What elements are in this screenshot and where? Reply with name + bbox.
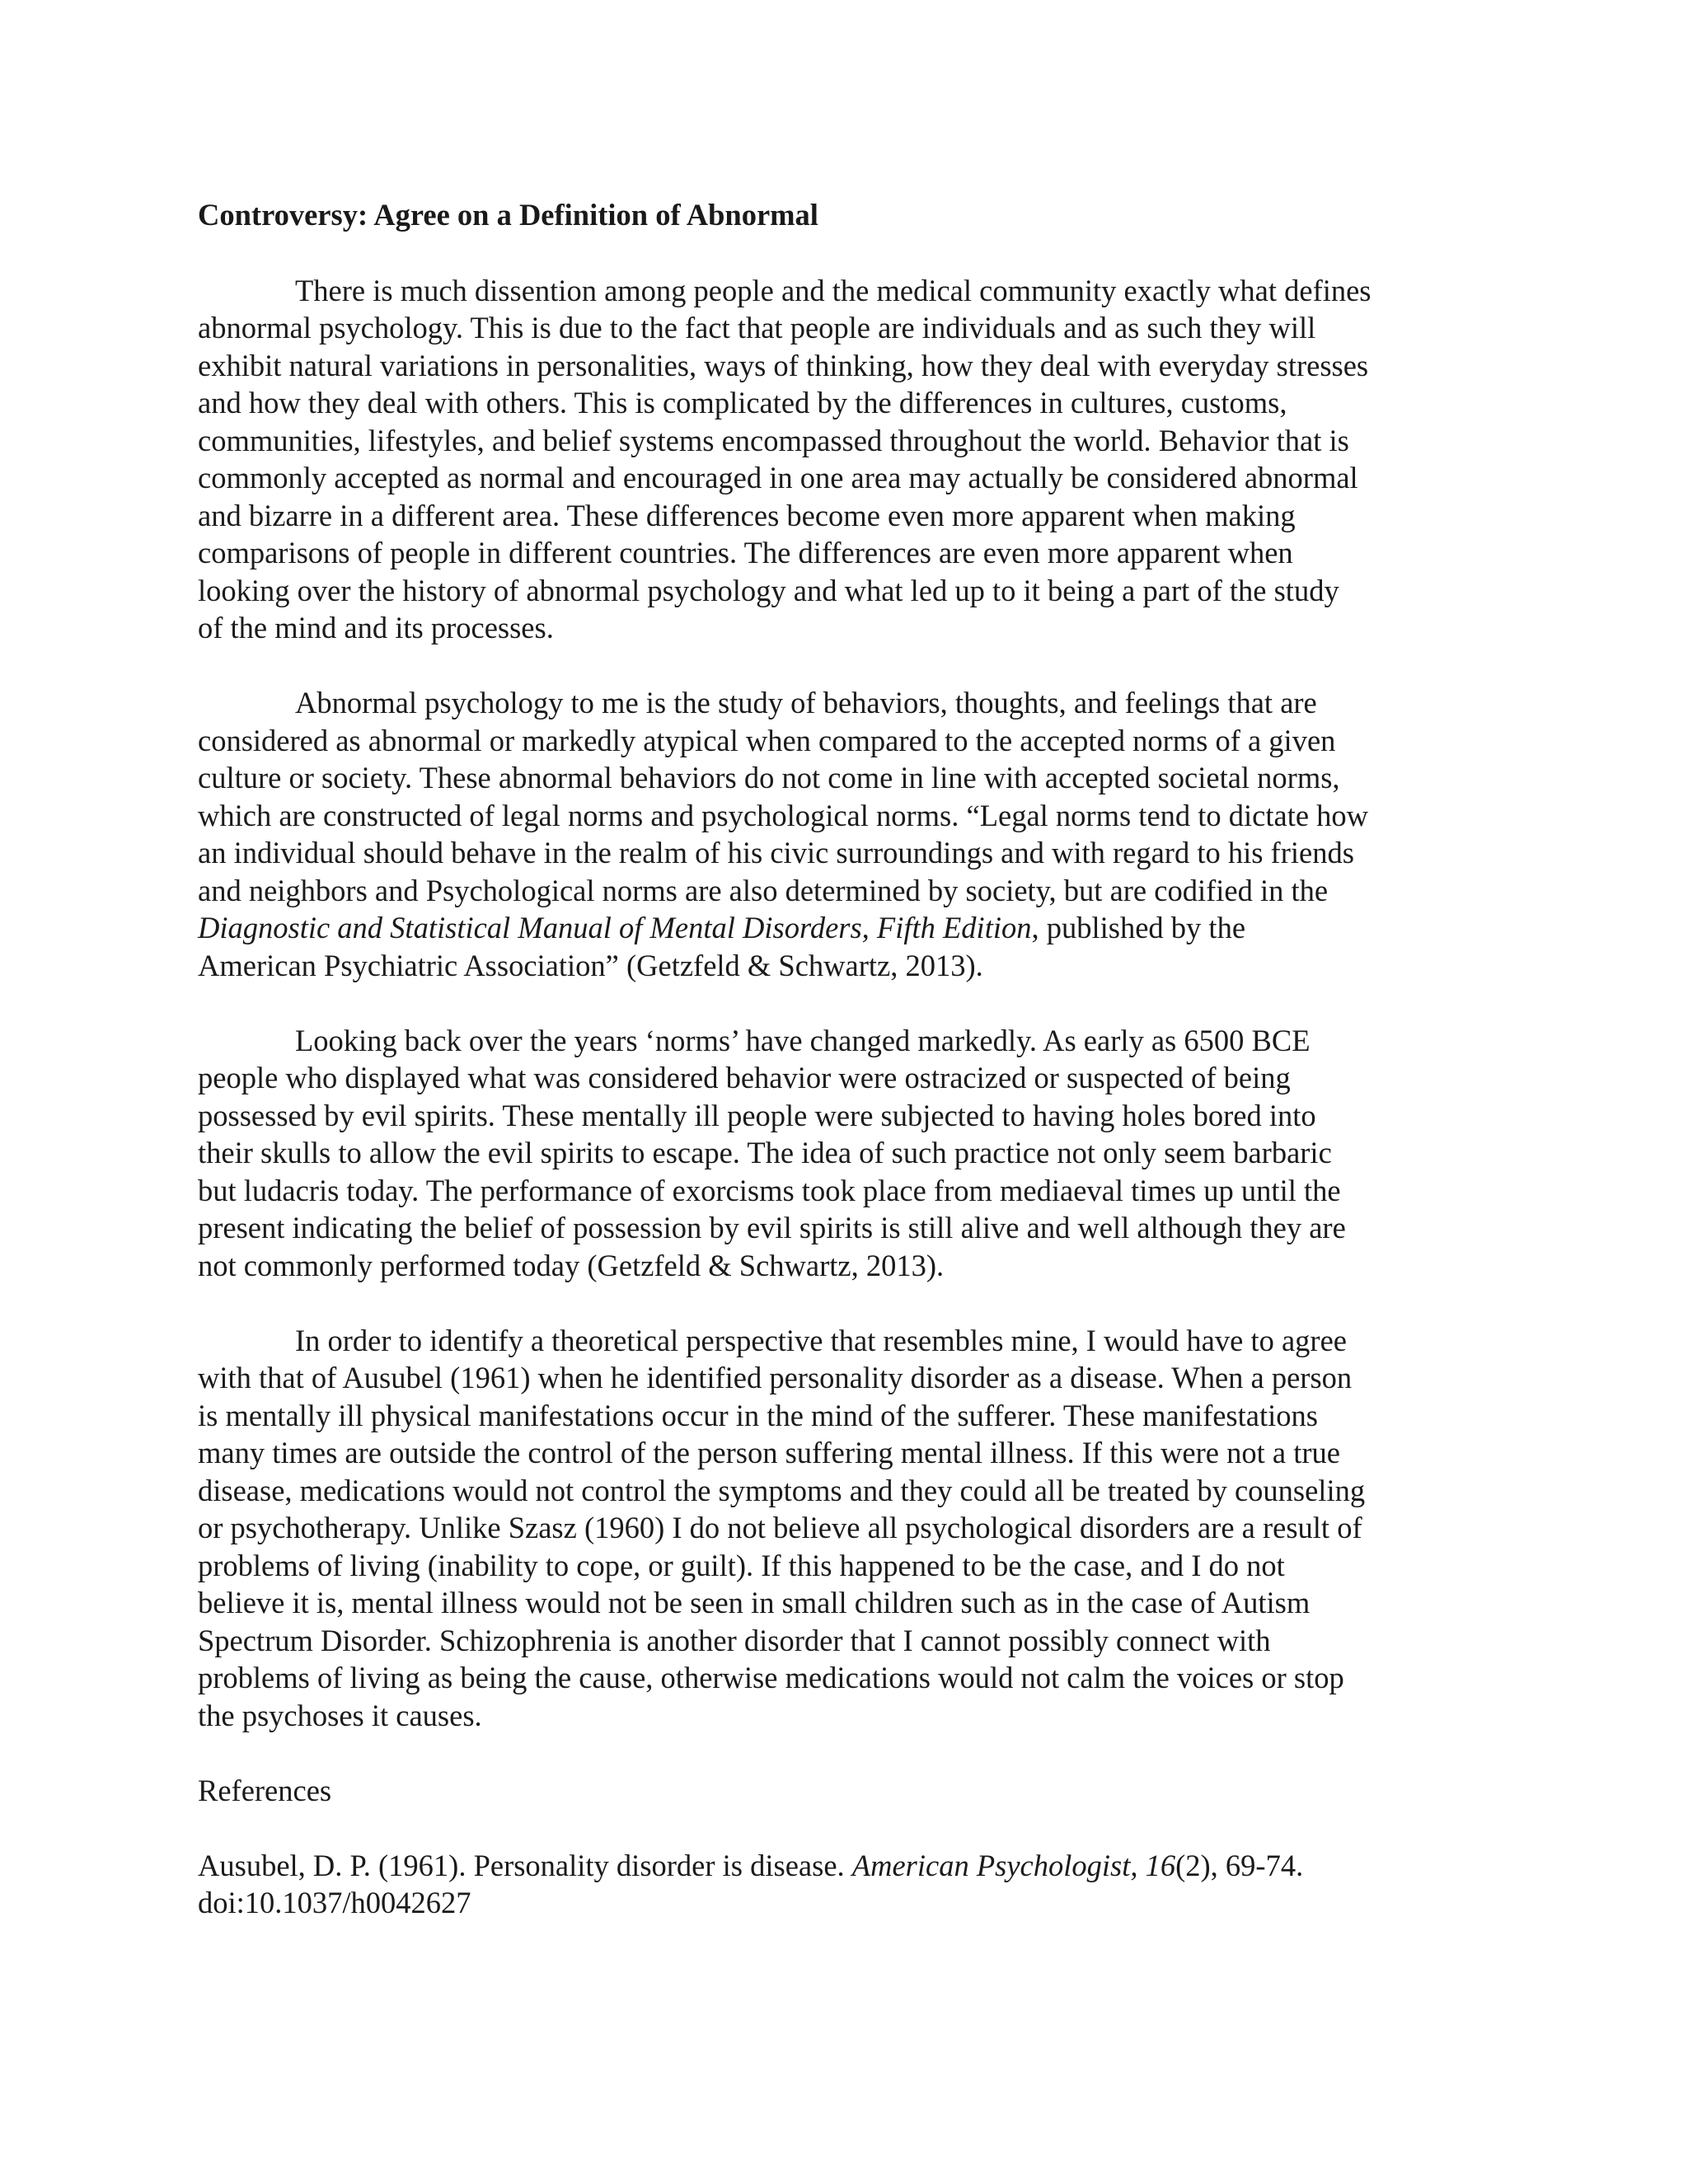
- paragraph-line: commonly accepted as normal and encouraged in one area may actually be considered abnormal: [198, 461, 1358, 494]
- manual-title-italic: Diagnostic and Statistical Manual of Mental Disorders, Fifth Edition: [198, 911, 1032, 944]
- paragraph-line: an individual should behave in the realm of his civic surroundings and with regard to his friends: [198, 836, 1354, 869]
- paragraph-line: possessed by evil spirits. These mentally ill people were subjected to having holes bored into: [198, 1098, 1316, 1132]
- paragraph-line: of the mind and its processes.: [198, 611, 554, 644]
- reference-author-title: Ausubel, D. P. (1961). Personality disorder is disease.: [198, 1848, 852, 1882]
- paragraph-line: the psychoses it causes.: [198, 1698, 482, 1732]
- paragraph-1: [198, 272, 1475, 647]
- paragraph-line: communities, lifestyles, and belief systems encompassed throughout the world. Behavior that is: [198, 423, 1349, 457]
- references-heading: References: [198, 1773, 332, 1807]
- paragraph-line: their skulls to allow the evil spirits to escape. The idea of such practice not only seem barbaric: [198, 1136, 1332, 1169]
- paragraph-line: with that of Ausubel (1961) when he identified personality disorder as a disease. When a person: [198, 1361, 1353, 1394]
- paragraph-line: exhibit natural variations in personalities, ways of thinking, how they deal with everyday stresses: [198, 348, 1369, 382]
- reference-doi: doi:10.1037/h0042627: [198, 1886, 471, 1919]
- paragraph-2: [198, 684, 1475, 984]
- reference-issue-pages: (2), 69-74.: [1175, 1848, 1304, 1882]
- reference-line: [198, 1847, 1475, 1885]
- document-title: Controversy: Agree on a Definition of Abnormal: [198, 198, 818, 232]
- paragraph-4: [198, 1322, 1475, 1735]
- paragraph-line: or psychotherapy. Unlike Szasz (1960) I do not believe all psychological disorders are a result of: [198, 1511, 1362, 1544]
- reference-entry: [198, 1847, 1475, 1922]
- document-page: [198, 196, 1475, 1922]
- paragraph-line: In order to identify a theoretical perspective that resembles mine, I would have to agree: [295, 1323, 1347, 1357]
- paragraph-line: and how they deal with others. This is complicated by the differences in cultures, customs,: [198, 386, 1287, 419]
- paragraph-3: [198, 1022, 1475, 1285]
- paragraph-line: many times are outside the control of the person suffering mental illness. If this were not a true: [198, 1436, 1340, 1469]
- paragraph-line: culture or society. These abnormal behaviors do not come in line with accepted societal norms,: [198, 761, 1340, 794]
- paragraph-line: Looking back over the years ‘norms’ have changed markedly. As early as 6500 BCE: [295, 1023, 1311, 1057]
- paragraph-line: problems of living (inability to cope, or guilt). If this happened to be the case, and I do not: [198, 1548, 1285, 1582]
- paragraph-line-citation: [198, 909, 1475, 947]
- paragraph-line: problems of living as being the cause, otherwise medications would not calm the voices or stop: [198, 1661, 1344, 1694]
- paragraph-line: and bizarre in a different area. These differences become even more apparent when making: [198, 498, 1296, 532]
- paragraph-line: looking over the history of abnormal psychology and what led up to it being a part of the study: [198, 573, 1339, 607]
- paragraph-line: and neighbors and Psychological norms are also determined by society, but are codified in the: [198, 873, 1329, 907]
- paragraph-line: American Psychiatric Association” (Getzfeld & Schwartz, 2013).: [198, 948, 983, 982]
- paragraph-line: is mentally ill physical manifestations occur in the mind of the sufferer. These manifestations: [198, 1398, 1318, 1432]
- paragraph-line: abnormal psychology. This is due to the fact that people are individuals and as such they will: [198, 311, 1316, 344]
- paragraph-line: considered as abnormal or markedly atypical when compared to the accepted norms of a given: [198, 723, 1336, 757]
- reference-journal-italic: American Psychologist, 16: [851, 1848, 1176, 1882]
- paragraph-line: There is much dissention among people and the medical community exactly what defines: [295, 273, 1372, 307]
- paragraph-line: disease, medications would not control the symptoms and they could all be treated by counseling: [198, 1473, 1366, 1507]
- citation-tail: , published by the: [1031, 911, 1246, 944]
- paragraph-line: Spectrum Disorder. Schizophrenia is another disorder that I cannot possibly connect with: [198, 1623, 1271, 1657]
- paragraph-line: but ludacris today. The performance of exorcisms took place from mediaeval times up until the: [198, 1173, 1341, 1207]
- paragraph-line: believe it is, mental illness would not be seen in small children such as in the case of Autism: [198, 1586, 1311, 1619]
- paragraph-line: not commonly performed today (Getzfeld & Schwartz, 2013).: [198, 1248, 945, 1282]
- paragraph-line: Abnormal psychology to me is the study of behaviors, thoughts, and feelings that are: [295, 686, 1317, 719]
- paragraph-line: present indicating the belief of possession by evil spirits is still alive and well although they are: [198, 1211, 1346, 1244]
- paragraph-line: people who displayed what was considered behavior were ostracized or suspected of being: [198, 1061, 1291, 1094]
- paragraph-line: comparisons of people in different countries. The differences are even more apparent when: [198, 536, 1293, 569]
- paragraph-line: which are constructed of legal norms and psychological norms. “Legal norms tend to dictate how: [198, 798, 1369, 832]
